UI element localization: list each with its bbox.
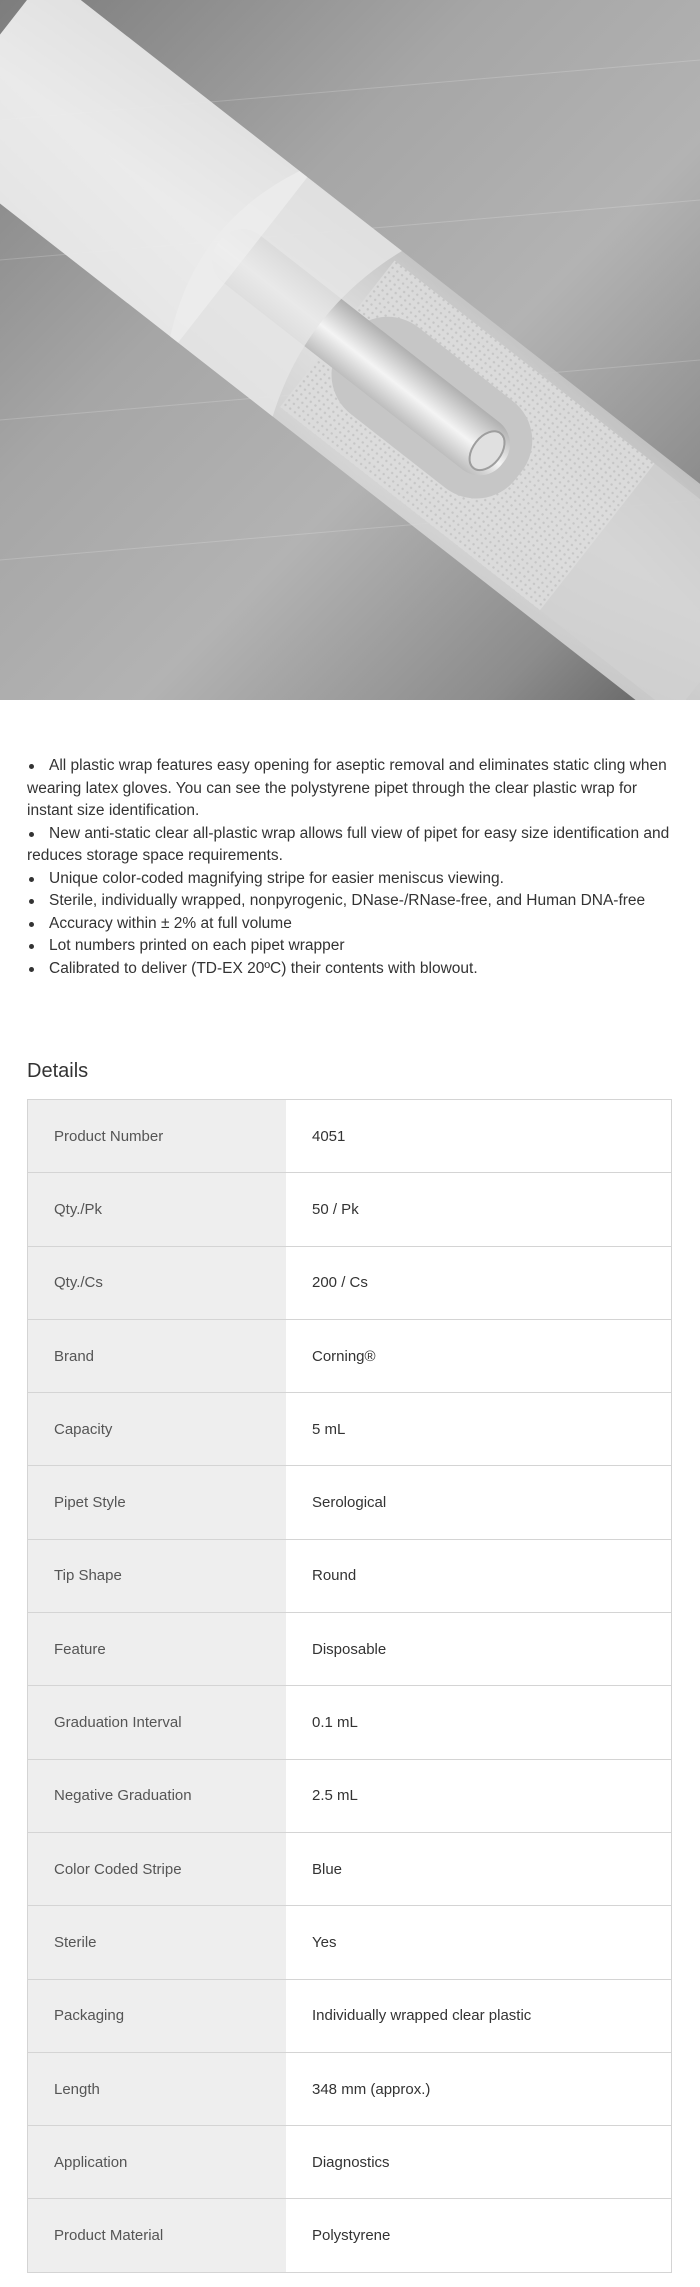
spec-label: Feature: [28, 1613, 287, 1686]
spec-label: Brand: [28, 1319, 287, 1392]
serological-pipet-photo-icon: [0, 0, 700, 700]
spec-label: Length: [28, 2052, 287, 2125]
spec-value: 0.1 mL: [286, 1686, 672, 1759]
table-row: [28, 1246, 672, 1319]
spec-value: Individually wrapped clear plastic: [286, 1979, 672, 2052]
spec-value: Round: [286, 1539, 672, 1612]
details-heading: Details: [27, 1060, 89, 1082]
spec-label: Packaging: [28, 1979, 287, 2052]
details-table: [27, 1099, 672, 2273]
table-row: [28, 1906, 672, 1979]
table-row: [28, 1393, 672, 1466]
feature-item: Accuracy within ± 2% at full volume: [27, 913, 673, 936]
table-row: [28, 1832, 672, 1905]
table-row: [28, 1979, 672, 2052]
table-row: [28, 1613, 672, 1686]
spec-value: 4051: [286, 1100, 672, 1173]
table-row: [28, 2126, 672, 2199]
feature-item: Sterile, individually wrapped, nonpyrogenic, DNase-/RNase-free, and Human DNA-free: [27, 890, 673, 913]
spec-label: Graduation Interval: [28, 1686, 287, 1759]
table-row: [28, 1759, 672, 1832]
spec-label: Qty./Pk: [28, 1173, 287, 1246]
product-hero-image: [0, 0, 700, 700]
spec-label: Product Number: [28, 1100, 287, 1173]
table-row: [28, 2052, 672, 2125]
spec-value: Serological: [286, 1466, 672, 1539]
feature-item: Calibrated to deliver (TD-EX 20ºC) their contents with blowout.: [27, 958, 673, 981]
spec-label: Sterile: [28, 1906, 287, 1979]
spec-label: Tip Shape: [28, 1539, 287, 1612]
table-row: [28, 1539, 672, 1612]
spec-value: Diagnostics: [286, 2126, 672, 2199]
spec-label: Color Coded Stripe: [28, 1832, 287, 1905]
feature-list: [27, 755, 673, 980]
feature-item: Unique color-coded magnifying stripe for easier meniscus viewing.: [27, 868, 673, 891]
feature-item: All plastic wrap features easy opening for aseptic removal and eliminates static cling when wearing latex gloves. You can see the polystyrene pipet through the clear plastic wrap for instant size identification.: [27, 755, 673, 823]
table-row: [28, 1466, 672, 1539]
table-row: [28, 2199, 672, 2272]
spec-label: Product Material: [28, 2199, 287, 2272]
spec-value: Blue: [286, 1832, 672, 1905]
table-row: [28, 1686, 672, 1759]
spec-value: Yes: [286, 1906, 672, 1979]
table-row: [28, 1173, 672, 1246]
feature-item: New anti-static clear all-plastic wrap allows full view of pipet for easy size identification and reduces storage space requirements.: [27, 823, 673, 868]
spec-value: Corning®: [286, 1319, 672, 1392]
spec-label: Capacity: [28, 1393, 287, 1466]
feature-item: Lot numbers printed on each pipet wrapper: [27, 935, 673, 958]
spec-value: 348 mm (approx.): [286, 2052, 672, 2125]
spec-value: Polystyrene: [286, 2199, 672, 2272]
spec-label: Qty./Cs: [28, 1246, 287, 1319]
table-row: [28, 1100, 672, 1173]
spec-label: Negative Graduation: [28, 1759, 287, 1832]
table-row: [28, 1319, 672, 1392]
spec-value: 2.5 mL: [286, 1759, 672, 1832]
spec-value: 5 mL: [286, 1393, 672, 1466]
spec-value: Disposable: [286, 1613, 672, 1686]
spec-label: Pipet Style: [28, 1466, 287, 1539]
spec-value: 200 / Cs: [286, 1246, 672, 1319]
spec-label: Application: [28, 2126, 287, 2199]
spec-value: 50 / Pk: [286, 1173, 672, 1246]
